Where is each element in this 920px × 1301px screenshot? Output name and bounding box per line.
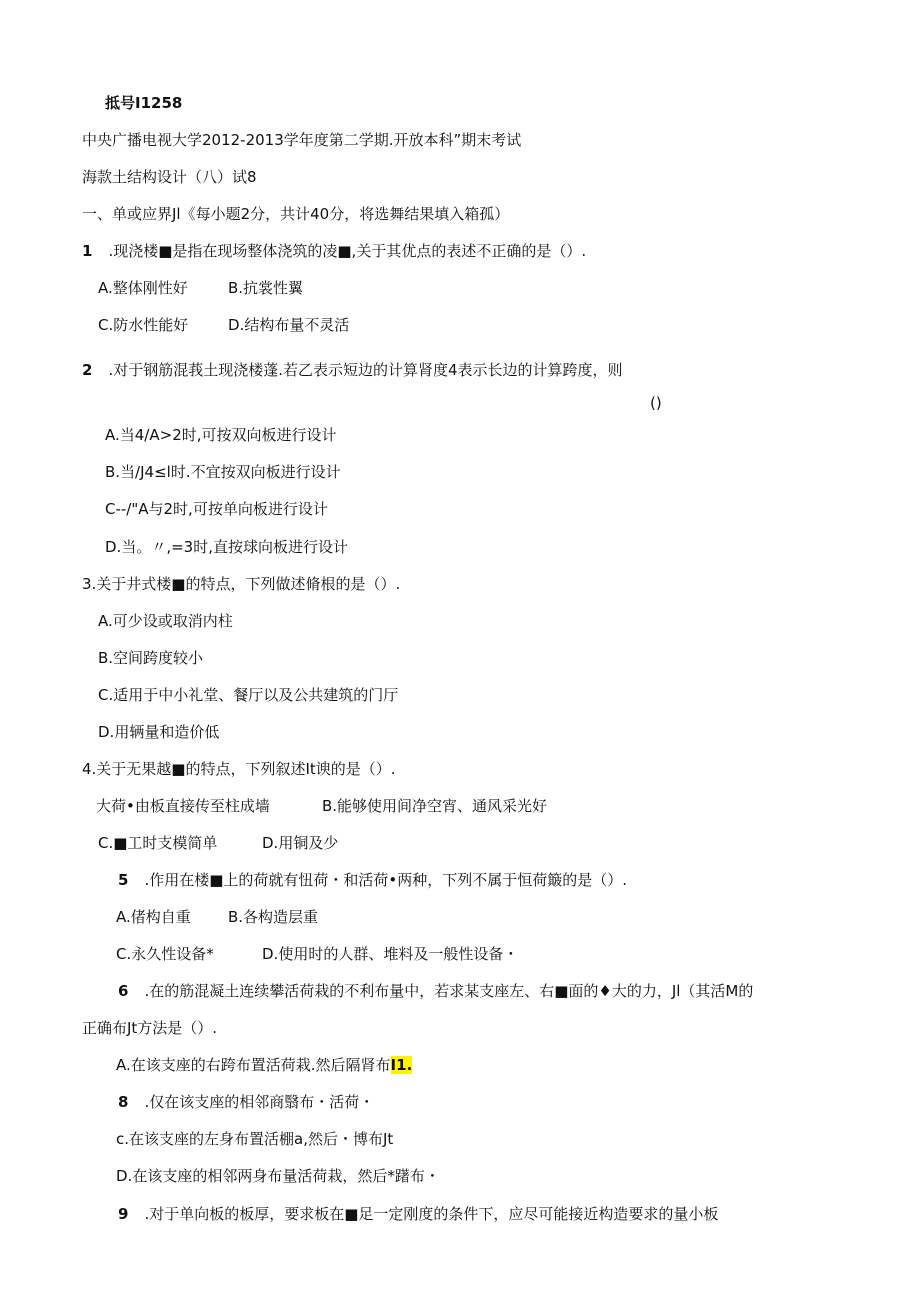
q8-option-d: D.在该支座的相邻两身布量活荷栽，然后*躇布・ xyxy=(116,1167,440,1185)
question-4: 4.关于无果越■的特点，下列叙述It谀的是（）. xyxy=(82,760,396,778)
q6-option-a xyxy=(116,1055,412,1075)
question-text: .现浇楼■是指在现场整体浇筑的凌■,关于其优点的表述不正确的是（）. xyxy=(108,242,587,260)
q4-option-a: 大荷•由板直接传至柱成墙 xyxy=(96,797,270,815)
question-text: .作用在楼■上的荷就有忸荷・和活荷•两种，下列不属于恒荷簸的是（）. xyxy=(144,871,627,889)
q4-option-d: D.用铜及少 xyxy=(262,834,339,852)
question-5 xyxy=(118,870,627,890)
q2-option-d: D.当。〃,=3时,直按球向板进行设计 xyxy=(105,538,348,556)
exam-title: 中央广播电视大学2012-2013学年度第二学期.开放本科”期末考试 xyxy=(82,131,522,149)
answer-blank: () xyxy=(650,394,662,412)
question-number: 1 xyxy=(82,242,93,260)
question-6-continued: 正确布Jt方法是（）. xyxy=(82,1019,218,1037)
q3-option-c: C.适用于中小礼堂、餐厅以及公共建筑的门厅 xyxy=(98,686,399,704)
question-text: .仅在该支座的相邻商翳布・活荷・ xyxy=(144,1093,375,1111)
question-text: .对于单向板的板厚，要求板在■足一定刚度的条件下，应尽可能接近构造要求的量小板 xyxy=(144,1205,719,1223)
q1-option-b: B.抗裳性翼 xyxy=(228,279,304,297)
q3-option-b: B.空间跨度较小 xyxy=(98,649,204,667)
q4-option-c: C.■工时支模简单 xyxy=(98,834,218,852)
question-6 xyxy=(118,981,753,1001)
question-number: 5 xyxy=(118,871,129,889)
section-heading: 一、单或应界Jl《每小题2分，共计40分，将选舞结果填入箱孤） xyxy=(82,205,510,223)
question-number: 6 xyxy=(118,982,129,1000)
q4-option-b: B.能够使用间净空宵、通风采光好 xyxy=(322,797,548,815)
question-number: 2 xyxy=(82,361,93,379)
question-3: 3.关于井式楼■的特点，下列做述脩根的是（）. xyxy=(82,575,401,593)
question-1 xyxy=(82,241,586,261)
q5-option-a: A.偖构自重 xyxy=(116,908,191,926)
q3-option-d: D.用辆量和造价低 xyxy=(98,723,220,741)
q2-option-c: C--/"A与2时,可按单向板进行设计 xyxy=(105,500,328,518)
paper-number: 抵号I1258 xyxy=(105,94,183,112)
question-2 xyxy=(82,360,623,380)
q5-option-d: D.使用时的人群、堆料及一般性设备・ xyxy=(262,945,519,963)
q2-option-b: B.当/J4≤l时.不宜按双向板进行设计 xyxy=(105,463,341,481)
q5-option-b: B.各构造层重 xyxy=(228,908,319,926)
q8-option-c: c.在该支座的左身布置活棚a,然后・博布Jt xyxy=(116,1130,394,1148)
q3-option-a: A.可少设或取消内柱 xyxy=(98,612,233,630)
q2-option-a: A.当4/A>2时,可按双向板进行设计 xyxy=(105,426,337,444)
question-8 xyxy=(118,1092,374,1112)
q1-option-a: A.整体刚性好 xyxy=(98,279,188,297)
q1-option-c: C.防水性能好 xyxy=(98,316,189,334)
question-9 xyxy=(118,1204,718,1224)
question-number: 9 xyxy=(118,1205,129,1223)
highlighted-text: I1. xyxy=(390,1056,413,1074)
question-number: 8 xyxy=(118,1093,129,1111)
question-text: .在的筋混凝土连续攀活荷栽的不利布量中，若求某支座左、右■面的♦大的力，Jl（其活M的 xyxy=(144,982,754,1000)
option-text: A.在该支座的右跨布置活荷栽.然后隔肾布 xyxy=(116,1056,391,1074)
course-title: 海款土结构设计（八）试8 xyxy=(82,168,257,186)
question-text: .对于钢筋混莪土现浇楼蓬.若乙表示短边的计算肾度4表示长边的计算跨度，则 xyxy=(108,361,623,379)
q1-option-d: D.结构布量不灵活 xyxy=(228,316,350,334)
q5-option-c: C.永久性设备* xyxy=(116,945,214,963)
